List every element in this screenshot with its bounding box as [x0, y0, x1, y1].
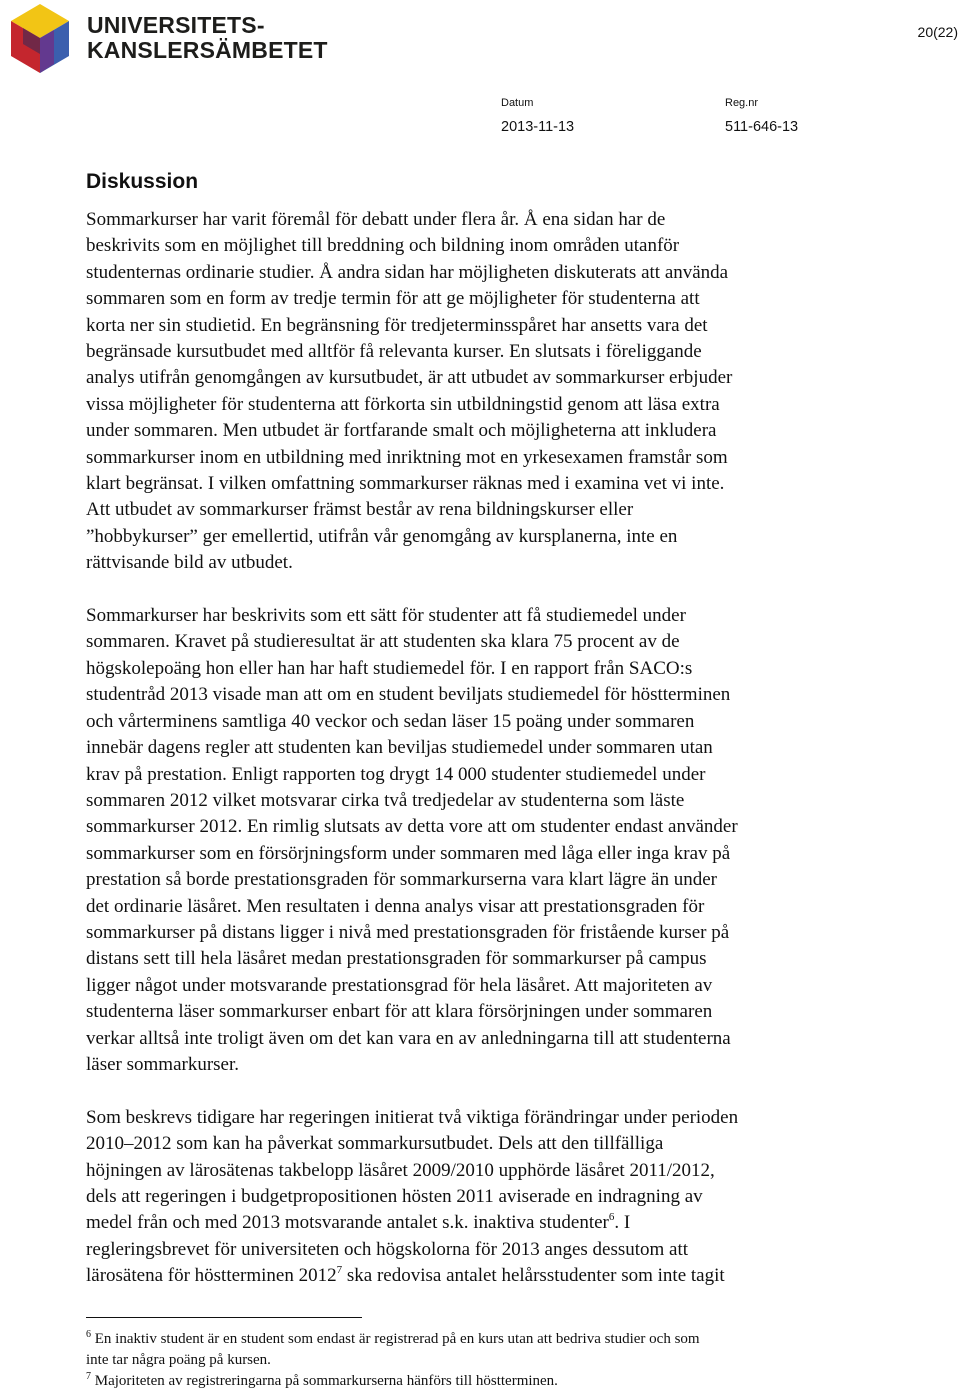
paragraph-line: studenternas ordinarie studier. Å andra sidan har möjligheten diskuterats att använda	[86, 261, 729, 283]
paragraph-line: sommaren 2012 vilket motsvarar cirka två tredjedelar av studenterna som läste	[86, 789, 685, 811]
paragraph-line: Sommarkurser har varit föremål för debatt under flera år. Å ena sidan har de	[86, 209, 666, 230]
agency-name-line1: UNIVERSITETS-	[87, 12, 265, 38]
paragraph-line: det ordinarie läsåret. Men resultaten i denna analys visar att prestationsgraden för	[86, 895, 705, 917]
footnote-6-continued: inte tar några poäng på kursen.	[86, 1352, 271, 1368]
paragraph-line: Sommarkurser har beskrivits som ett sätt för studenter att få studiemedel under	[86, 605, 686, 627]
footnote-text: Majoriteten av registreringarna på sommarkurserna hänförs till höstterminen.	[91, 1373, 558, 1389]
agency-name-line2: KANSLERSÄMBETET	[87, 37, 328, 63]
paragraph-line: Som beskrevs tidigare har regeringen initierat två viktiga förändringar under perioden	[86, 1106, 739, 1128]
paragraph-line: korta ner sin studietid. En begränsning för tredjeterminsspåret har ansetts vara det	[86, 314, 708, 336]
body-text	[86, 207, 886, 1316]
agency-name	[87, 13, 328, 63]
paragraph-3	[86, 1105, 886, 1290]
regnr-label: Reg.nr	[725, 97, 759, 109]
paragraph-line: under sommaren. Men utbudet är fortfarande smalt och möjligheterna att inkludera	[86, 420, 717, 442]
paragraph-line	[86, 1210, 886, 1236]
paragraph-line: prestation så borde prestationsgraden för sommarkurserna vara klart lägre än under	[86, 869, 717, 891]
paragraph-line: sommarkurser på distans ligger i nivå med prestationsgraden för fristående kurser på	[86, 921, 730, 943]
paragraph-line: studenterna läser sommarkurser enbart för att klara försörjningen under sommaren	[86, 1001, 713, 1023]
paragraph-line: sommarkurser som en försörjningsform under sommaren med låga eller inga krav på	[86, 842, 731, 864]
paragraph-line: 2010–2012 som kan ha påverkat sommarkursutbudet. Dels att den tillfälliga	[86, 1133, 664, 1155]
section-heading: Diskussion	[86, 170, 199, 193]
footnote-7	[86, 1371, 906, 1392]
footnote-divider	[86, 1317, 362, 1318]
paragraph-line: beskrivits som en möjlighet till breddning och bildning inom områden utanför	[86, 235, 680, 257]
line-text: ska redovisa antalet helårsstudenter som inte tagit	[342, 1265, 725, 1287]
paragraph-line: Att utbudet av sommarkurser främst består av rena bildningskurser eller	[86, 499, 634, 521]
footnotes	[86, 1329, 906, 1392]
paragraph-line: vissa möjligheter för studenterna att förkorta sin utbildningstid genom att läsa extra	[86, 393, 720, 415]
line-text: medel från och med 2013 motsvarande antalet s.k. inaktiva studenter	[86, 1212, 609, 1234]
footnote-ref-6[interactable]: 6	[608, 1211, 615, 1224]
paragraph-line: ”hobbykurser” ger emellertid, utifrån vår genomgång av kursplanerna, inte en	[86, 525, 678, 547]
paragraph-line: krav på prestation. Enligt rapporten tog drygt 14 000 studenter studiemedel under	[86, 763, 706, 785]
line-text: . I	[614, 1212, 631, 1234]
paragraph-line: sommaren som en form av tredje termin för att ge möjligheter för studenterna att	[86, 288, 700, 310]
paragraph-line: sommarkurser inom en utbildning med inriktning mot en yrkesexamen framstår som	[86, 446, 728, 468]
paragraph-line	[86, 1263, 886, 1289]
paragraph-line: analys utifrån genomgången av kursutbudet, är att utbudet av sommarkurser erbjuder	[86, 367, 733, 389]
paragraph-line: dels att regeringen i budgetpropositionen hösten 2011 aviserade en indragning av	[86, 1186, 703, 1207]
footnote-ref-7[interactable]: 7	[336, 1264, 343, 1277]
paragraph-line: distans sett till hela läsåret medan prestationsgraden för sommarkurser på campus	[86, 948, 707, 970]
date-label: Datum	[501, 97, 534, 109]
line-text: lärosätena för höstterminen 2012	[86, 1265, 337, 1287]
paragraph-line: begränsade kursutbudet med alltför få relevanta kurser. En slutsats i föreliggande	[86, 341, 702, 363]
paragraph-line: höjningen av lärosätenas takbelopp läsåret 2009/2010 upphörde läsåret 2011/2012,	[86, 1159, 715, 1181]
paragraph-line: klart begränsat. I vilken omfattning sommarkurser räknas med i examina vet vi inte.	[86, 473, 725, 495]
page-number: 20(22)	[917, 24, 958, 40]
paragraph-line: rättvisande bild av utbudet.	[86, 552, 293, 574]
paragraph-line: verkar alltså inte troligt även om det kan vara en av anledningarna till att studenterna	[86, 1027, 731, 1049]
agency-logo-icon	[6, 2, 74, 76]
paragraph-line: sommarkurser 2012. En rimlig slutsats av detta vore att om studenter endast använder	[86, 816, 738, 838]
paragraph-line: sommaren. Kravet på studieresultat är att studenten ska klara 75 procent av de	[86, 631, 680, 653]
paragraph-line: läser sommarkurser.	[86, 1053, 240, 1075]
paragraph-line: studentråd 2013 visade man att om en student beviljats studiemedel för höstterminen	[86, 684, 731, 706]
footnote-6	[86, 1329, 906, 1350]
date-value: 2013-11-13	[501, 119, 575, 135]
paragraph-1	[86, 207, 886, 577]
paragraph-line: och vårterminens samtliga 40 veckor och sedan läser 15 poäng under sommaren	[86, 710, 695, 732]
paragraph-line: ligger något under motsvarande prestationsgrad för hela läsåret. Att majoriteten av	[86, 974, 713, 996]
paragraph-line: regleringsbrevet för universiteten och högskolorna för 2013 anges dessutom att	[86, 1238, 689, 1260]
regnr-value: 511-646-13	[725, 119, 799, 135]
paragraph-line: högskolepoäng hon eller han har haft studiemedel för. I en rapport från SACO:s	[86, 657, 693, 679]
paragraph-line: innebär dagens regler att studenten kan beviljas studiemedel under sommaren utan	[86, 737, 713, 759]
footnote-mark: 7	[86, 1371, 91, 1382]
footnote-text: En inaktiv student är en student som endast är registrerad på en kurs utan att bedriva studier och som	[91, 1331, 700, 1347]
footnote-mark: 6	[86, 1329, 91, 1340]
paragraph-2	[86, 603, 886, 1078]
